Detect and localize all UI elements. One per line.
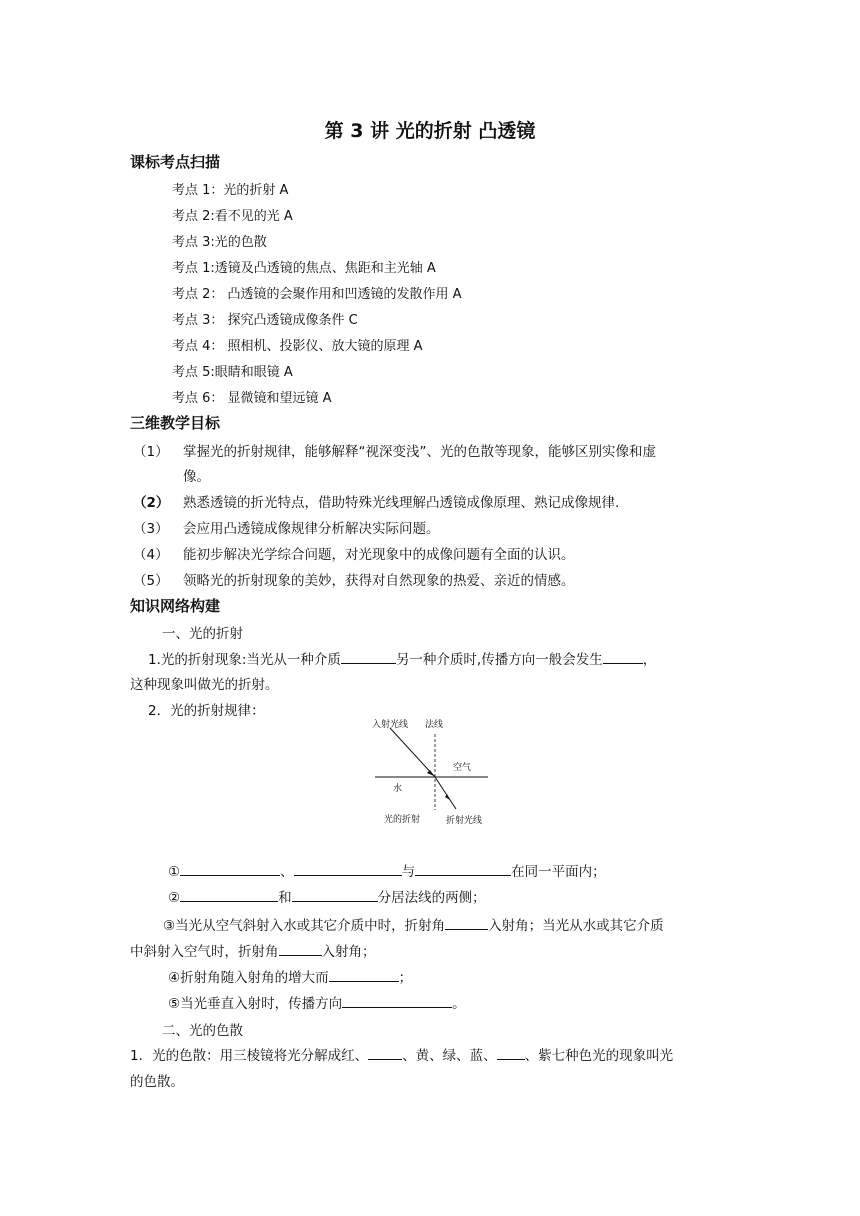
- text-span: 、紫七种色光的现象叫光: [524, 1048, 674, 1064]
- goal-text-continued: 像。: [183, 469, 210, 485]
- fill-blank[interactable]: [341, 649, 396, 664]
- exam-point-item: 考点 6： 显微镜和望远镜 A: [172, 391, 332, 406]
- paragraph-continued: 这种现象叫做光的折射。: [130, 677, 279, 693]
- goal-text: 掌握光的折射规律，能够解释“视深变浅”、光的色散等现象，能够区别实像和虚: [183, 444, 656, 460]
- goal-text: 能初步解决光学综合问题，对光现象中的成像问题有全面的认识。: [183, 547, 575, 563]
- exam-point-item: 考点 3:光的色散: [172, 235, 267, 250]
- section-heading-goals: 三维教学目标: [130, 414, 221, 432]
- text-span: 中斜射入空气时，折射角: [130, 944, 279, 960]
- text-span: 1.光的折射现象:当光从一种介质: [148, 652, 341, 668]
- text-span: 入射角；: [321, 944, 376, 960]
- page-title: 第 3 讲 光的折射 凸透镜: [324, 120, 536, 142]
- exam-point-item: 考点 2:看不见的光 A: [172, 209, 293, 224]
- goal-text: 熟悉透镜的折光特点，借助特殊光线理解凸透镜成像原理、熟记成像规律.: [183, 495, 620, 511]
- refraction-diagram: [360, 712, 510, 830]
- text-span: ④折射角随入射角的增大而: [168, 970, 329, 986]
- fill-blank[interactable]: [180, 887, 278, 902]
- diagram-label-incident: 入射光线: [372, 720, 409, 730]
- fill-blank[interactable]: [368, 1045, 402, 1060]
- goal-text: 会应用凸透镜成像规律分析解决实际问题。: [183, 521, 440, 537]
- fill-blank[interactable]: [294, 861, 402, 876]
- subheading-dispersion: 二、光的色散: [162, 1023, 243, 1039]
- subheading-refraction: 一、光的折射: [162, 626, 243, 642]
- text-span: 和: [278, 890, 292, 906]
- text-span: 入射角；当光从水或其它介质: [488, 918, 664, 934]
- section-heading-knowledge: 知识网络构建: [130, 597, 221, 615]
- exam-point-item: 考点 1：光的折射 A: [172, 183, 289, 198]
- text-span: 、: [280, 864, 294, 880]
- text-span: ，: [642, 652, 657, 668]
- rule-3: [163, 914, 664, 934]
- goal-number: （1）: [133, 444, 169, 460]
- text-span: 在同一平面内；: [511, 864, 606, 880]
- goal-text: 领略光的折射现象的美妙，获得对自然现象的热爱、亲近的情感。: [183, 573, 575, 589]
- goal-number: （2）: [133, 495, 170, 511]
- text-span: ③当光从空气斜射入水或其它介质中时，折射角: [163, 918, 446, 934]
- goal-number: （3）: [133, 521, 169, 537]
- fill-blank[interactable]: [603, 649, 643, 664]
- goal-number: （5）: [133, 573, 169, 589]
- diagram-label-refracted: 折射光线: [446, 816, 483, 826]
- diagram-label-air: 空气: [453, 763, 472, 773]
- diagram-label-normal: 法线: [425, 720, 444, 730]
- text-span: 、黄、绿、蓝、: [402, 1048, 497, 1064]
- rule-5: [168, 992, 466, 1012]
- fill-blank[interactable]: [445, 915, 488, 930]
- exam-point-item: 考点 1:透镜及凸透镜的焦点、焦距和主光轴 A: [172, 261, 436, 276]
- diagram-label-water: 水: [393, 784, 403, 794]
- fill-blank[interactable]: [279, 941, 322, 956]
- fill-blank[interactable]: [497, 1045, 525, 1060]
- text-span: ②: [168, 890, 181, 906]
- text-span: 分居法线的两侧；: [377, 890, 486, 906]
- goal-number: （4）: [133, 547, 169, 563]
- text-span: ；: [398, 970, 413, 986]
- text-span: 。: [452, 996, 466, 1012]
- section-heading-syllabus: 课标考点扫描: [130, 153, 221, 171]
- text-span: ⑤当光垂直入射时，传播方向: [168, 996, 343, 1012]
- rule-4: [168, 966, 412, 986]
- exam-point-item: 考点 4： 照相机、投影仪、放大镜的原理 A: [172, 339, 423, 354]
- fill-blank[interactable]: [415, 861, 511, 876]
- arrow-icon: [427, 770, 434, 776]
- text-span: 另一种介质时,传播方向一般会发生: [395, 652, 603, 668]
- paragraph-dispersion: [130, 1044, 673, 1064]
- paragraph-continued: 的色散。: [130, 1074, 184, 1090]
- exam-point-item: 考点 5:眼睛和眼镜 A: [172, 365, 293, 380]
- arrow-icon: [445, 794, 450, 800]
- rule-1: [168, 860, 606, 880]
- paragraph-refraction-phenomenon: [148, 648, 656, 668]
- refracted-ray: [435, 777, 456, 809]
- fill-blank[interactable]: [180, 861, 280, 876]
- text-span: 与: [401, 864, 416, 880]
- diagram-label-refraction: 光的折射: [384, 815, 421, 825]
- rule-2: [168, 886, 486, 906]
- rule-3-continued: [130, 940, 376, 960]
- fill-blank[interactable]: [292, 887, 378, 902]
- exam-point-item: 考点 3： 探究凸透镜成像条件 C: [172, 313, 358, 328]
- paragraph-refraction-law: 2．光的折射规律：: [148, 703, 265, 719]
- exam-point-item: 考点 2： 凸透镜的会聚作用和凹透镜的发散作用 A: [172, 287, 462, 302]
- text-span: 1．光的色散：用三棱镜将光分解成红、: [130, 1048, 369, 1064]
- fill-blank[interactable]: [342, 993, 452, 1008]
- text-span: ①: [168, 864, 181, 880]
- incident-ray: [390, 728, 435, 777]
- fill-blank[interactable]: [329, 967, 399, 982]
